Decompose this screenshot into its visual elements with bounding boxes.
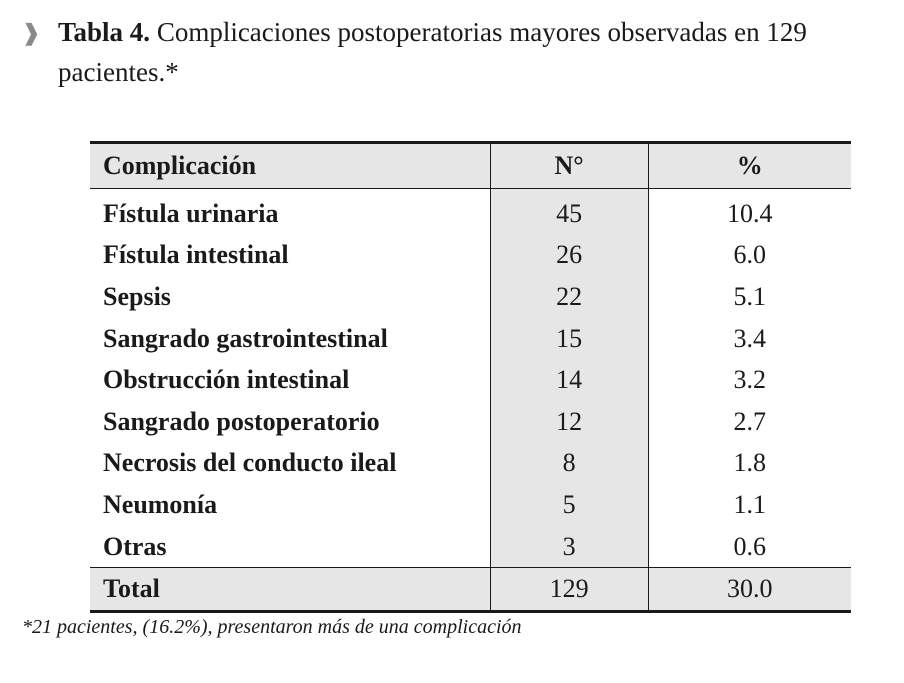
table-total-row xyxy=(90,568,851,612)
row-count: 3 xyxy=(490,526,648,568)
row-count: 22 xyxy=(490,276,648,318)
row-label: Sepsis xyxy=(103,281,171,311)
total-percent: 30.0 xyxy=(648,568,851,612)
row-count: 15 xyxy=(490,318,648,360)
header-numero: N° xyxy=(490,143,648,189)
table-row xyxy=(90,526,851,568)
row-count: 8 xyxy=(490,443,648,485)
table-caption-label: Tabla 4. xyxy=(58,17,151,47)
row-percent: 3.4 xyxy=(733,323,767,353)
table-row xyxy=(90,318,851,360)
row-percent: 5.1 xyxy=(733,281,767,311)
total-count: 129 xyxy=(490,568,648,612)
row-percent: 2.7 xyxy=(733,406,767,436)
table-row xyxy=(90,484,851,526)
row-count: 45 xyxy=(490,189,648,235)
row-label: Sangrado gastrointestinal xyxy=(103,323,388,353)
table-row xyxy=(90,359,851,401)
row-label: Fístula urinaria xyxy=(103,198,279,228)
table-caption-text: Complicaciones postoperatorias mayores observadas en 129 pacientes.* xyxy=(58,17,807,87)
row-label: Otras xyxy=(103,531,167,561)
row-label: Sangrado postoperatorio xyxy=(103,406,380,436)
row-percent: 1.8 xyxy=(733,448,767,478)
row-percent: 1.1 xyxy=(733,489,767,519)
table-footnote: *21 pacientes, (16.2%), presentaron más de una complicación xyxy=(22,616,522,638)
table-row xyxy=(90,189,851,235)
complications-table xyxy=(90,141,851,613)
row-label: Obstrucción intestinal xyxy=(103,365,350,395)
row-label: Fístula intestinal xyxy=(103,240,289,270)
row-count: 14 xyxy=(490,359,648,401)
table-row xyxy=(90,443,851,485)
row-label: Necrosis del conducto ileal xyxy=(103,448,397,478)
row-percent: 3.2 xyxy=(733,365,767,395)
table-header-row xyxy=(90,143,851,189)
header-complicacion: Complicación xyxy=(90,143,490,189)
table-caption xyxy=(58,12,898,92)
row-percent: 6.0 xyxy=(733,240,767,270)
table-row xyxy=(90,276,851,318)
bullet-marker-icon: ❱ xyxy=(22,20,41,45)
row-count: 12 xyxy=(490,401,648,443)
row-count: 26 xyxy=(490,235,648,277)
header-porcentaje: % xyxy=(648,143,851,189)
row-label: Neumonía xyxy=(103,489,218,519)
row-count: 5 xyxy=(490,484,648,526)
table-row xyxy=(90,401,851,443)
table-row xyxy=(90,235,851,277)
row-percent: 10.4 xyxy=(727,198,773,228)
total-label: Total xyxy=(90,568,490,612)
row-percent: 0.6 xyxy=(733,531,767,561)
